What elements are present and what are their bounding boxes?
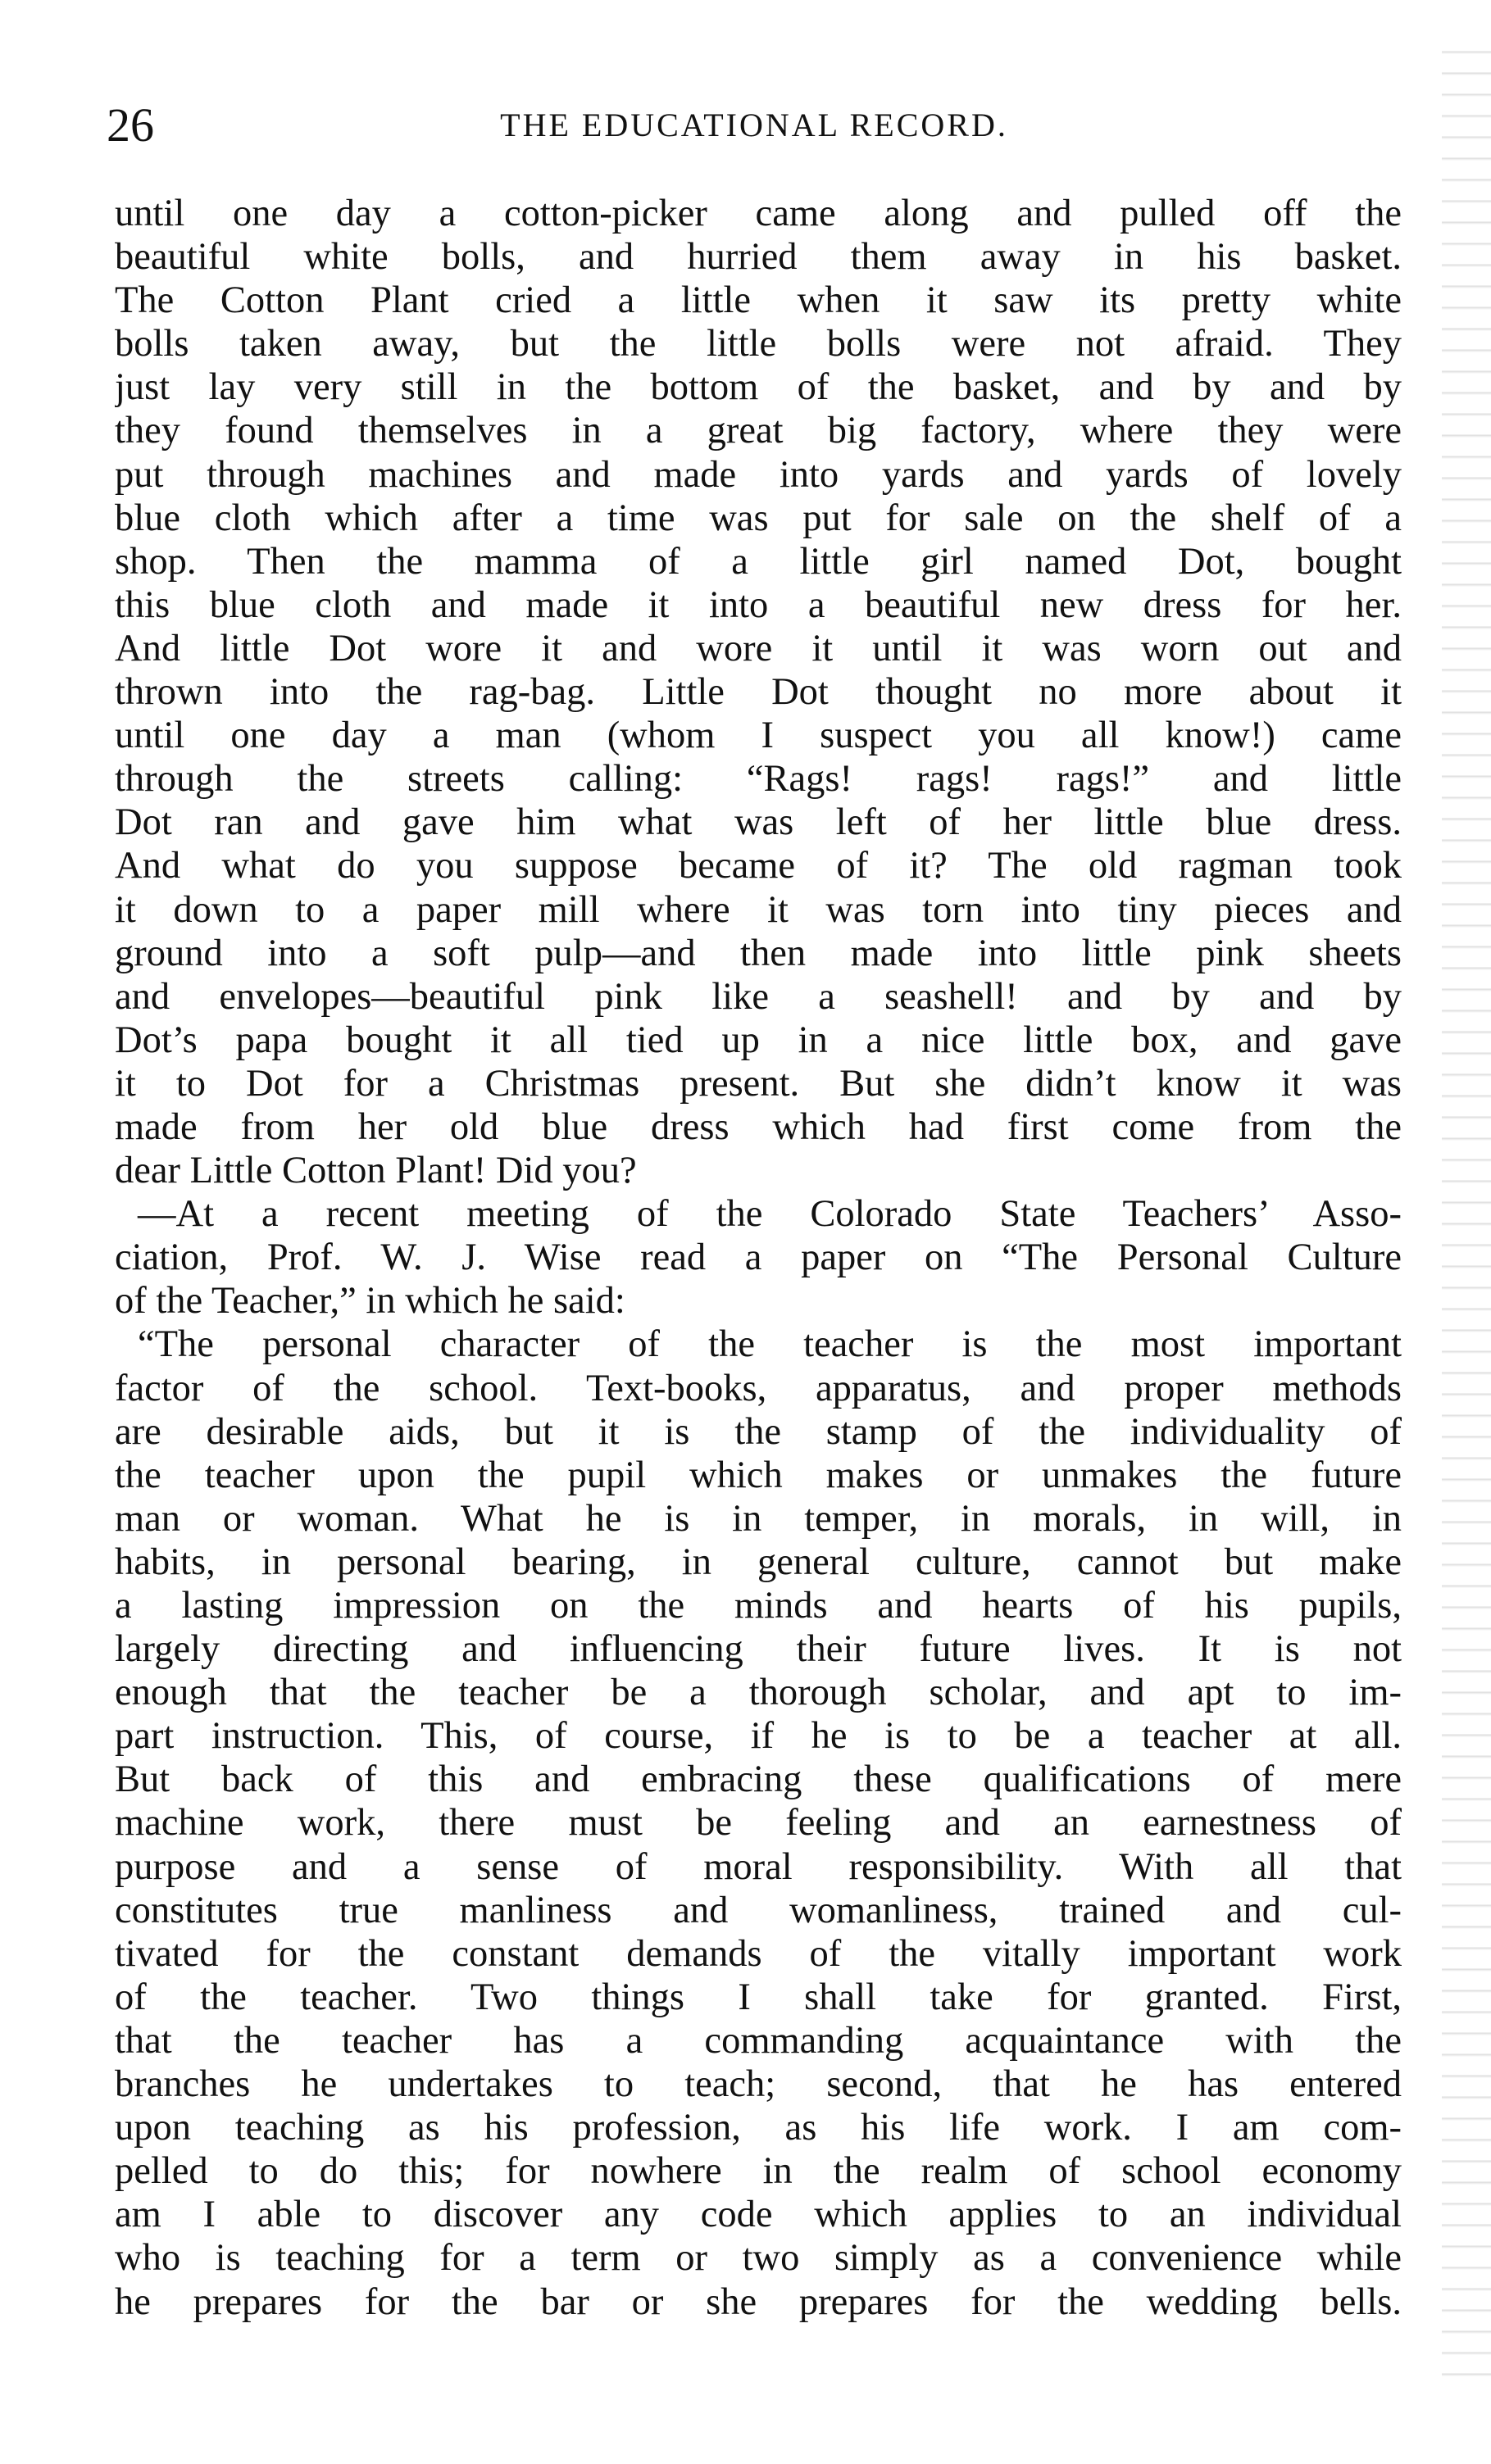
text-line: tivated for the constant demands of the vitally important work: [115, 1932, 1402, 1975]
text-line: And what do you suppose became of it? The old ragman took: [115, 845, 1402, 887]
text-line: blue cloth which after a time was put for sale on the shelf of a: [115, 497, 1402, 539]
text-line: a lasting impression on the minds and hearts of his pupils,: [115, 1585, 1402, 1627]
text-line: of the teacher. Two things I shall take for granted. First,: [115, 1976, 1402, 2018]
text-line: it to Dot for a Christmas present. But she didn’t know it was: [115, 1062, 1402, 1105]
text-line: he prepares for the bar or she prepares for the wedding bells.: [115, 2280, 1402, 2323]
text-line: through the streets calling: “Rags! rags! rags!” and little: [115, 758, 1402, 801]
text-line: until one day a man (whom I suspect you all know!) came: [115, 715, 1402, 757]
text-line: The Cotton Plant cried a little when it saw its pretty white: [115, 279, 1402, 322]
text-line: And little Dot wore it and wore it until it was worn out and: [115, 627, 1402, 669]
text-line: largely directing and influencing their future lives. It is not: [115, 1628, 1402, 1671]
text-line: who is teaching for a term or two simply as a convenience while: [115, 2237, 1402, 2280]
text-line: just lay very still in the bottom of the basket, and by and by: [115, 366, 1402, 409]
text-line: habits, in personal bearing, in general culture, cannot but make: [115, 1541, 1402, 1583]
text-line: beautiful white bolls, and hurried them away in his basket.: [115, 236, 1402, 279]
text-line: made from her old blue dress which had first come from the: [115, 1105, 1402, 1148]
text-line: “The personal character of the teacher is the most important: [138, 1323, 1402, 1366]
text-line: Dot’s papa bought it all tied up in a nice little box, and gave: [115, 1019, 1402, 1061]
text-line: pelled to do this; for nowhere in the realm of school economy: [115, 2150, 1402, 2193]
text-line: factor of the school. Text-books, apparatus, and proper methods: [115, 1367, 1402, 1409]
text-line: and envelopes—beautiful pink like a seashell! and by and by: [115, 975, 1402, 1018]
text-line: man or woman. What he is in temper, in morals, in will, in: [115, 1497, 1402, 1540]
running-title: THE EDUCATIONAL RECORD.: [500, 107, 1008, 143]
text-line: put through machines and made into yards and yards of lovely: [115, 453, 1402, 496]
text-line: But back of this and embracing these qualifications of mere: [115, 1758, 1402, 1801]
text-line: bolls taken away, but the little bolls were not afraid. They: [115, 323, 1402, 365]
text-line: shop. Then the mamma of a little girl named Dot, bought: [115, 540, 1402, 583]
text-line: they found themselves in a great big factory, where they were: [115, 410, 1402, 452]
text-line: dear Little Cotton Plant! Did you?: [115, 1150, 637, 1192]
page-number: 26: [107, 98, 154, 152]
text-line: that the teacher has a commanding acquaintance with the: [115, 2019, 1402, 2062]
scan-margin-artifacts: [1442, 33, 1491, 2376]
text-line: constitutes true manliness and womanliness, trained and cul-: [115, 1889, 1402, 1931]
page-header: [107, 97, 1402, 154]
text-line: until one day a cotton-picker came along and pulled off the: [115, 193, 1402, 234]
text-line: of the Teacher,” in which he said:: [115, 1280, 625, 1323]
text-line: am I able to discover any code which applies to an individual: [115, 2194, 1402, 2236]
text-line: enough that the teacher be a thorough scholar, and apt to im-: [115, 1672, 1402, 1714]
article-body: [115, 192, 1402, 2324]
text-line: branches he undertakes to teach; second, that he has entered: [115, 2063, 1402, 2106]
text-line: purpose and a sense of moral responsibility. With all that: [115, 1845, 1402, 1888]
text-line: —At a recent meeting of the Colorado State Teachers’ Asso-: [138, 1193, 1402, 1236]
text-line: part instruction. This, of course, if he is to be a teacher at all.: [115, 1715, 1402, 1758]
text-line: it down to a paper mill where it was torn into tiny pieces and: [115, 888, 1402, 931]
text-line: thrown into the rag-bag. Little Dot thought no more about it: [115, 671, 1402, 714]
text-line: the teacher upon the pupil which makes or unmakes the future: [115, 1454, 1402, 1496]
text-line: this blue cloth and made it into a beautiful new dress for her.: [115, 583, 1402, 626]
text-line: ciation, Prof. W. J. Wise read a paper on “The Personal Culture: [115, 1237, 1402, 1279]
text-line: machine work, there must be feeling and an earnestness of: [115, 1802, 1402, 1845]
text-line: upon teaching as his profession, as his life work. I am com-: [115, 2107, 1402, 2149]
text-line: are desirable aids, but it is the stamp of the individuality of: [115, 1410, 1402, 1453]
text-line: Dot ran and gave him what was left of her little blue dress.: [115, 801, 1402, 844]
text-line: ground into a soft pulp—and then made into little pink sheets: [115, 932, 1402, 974]
